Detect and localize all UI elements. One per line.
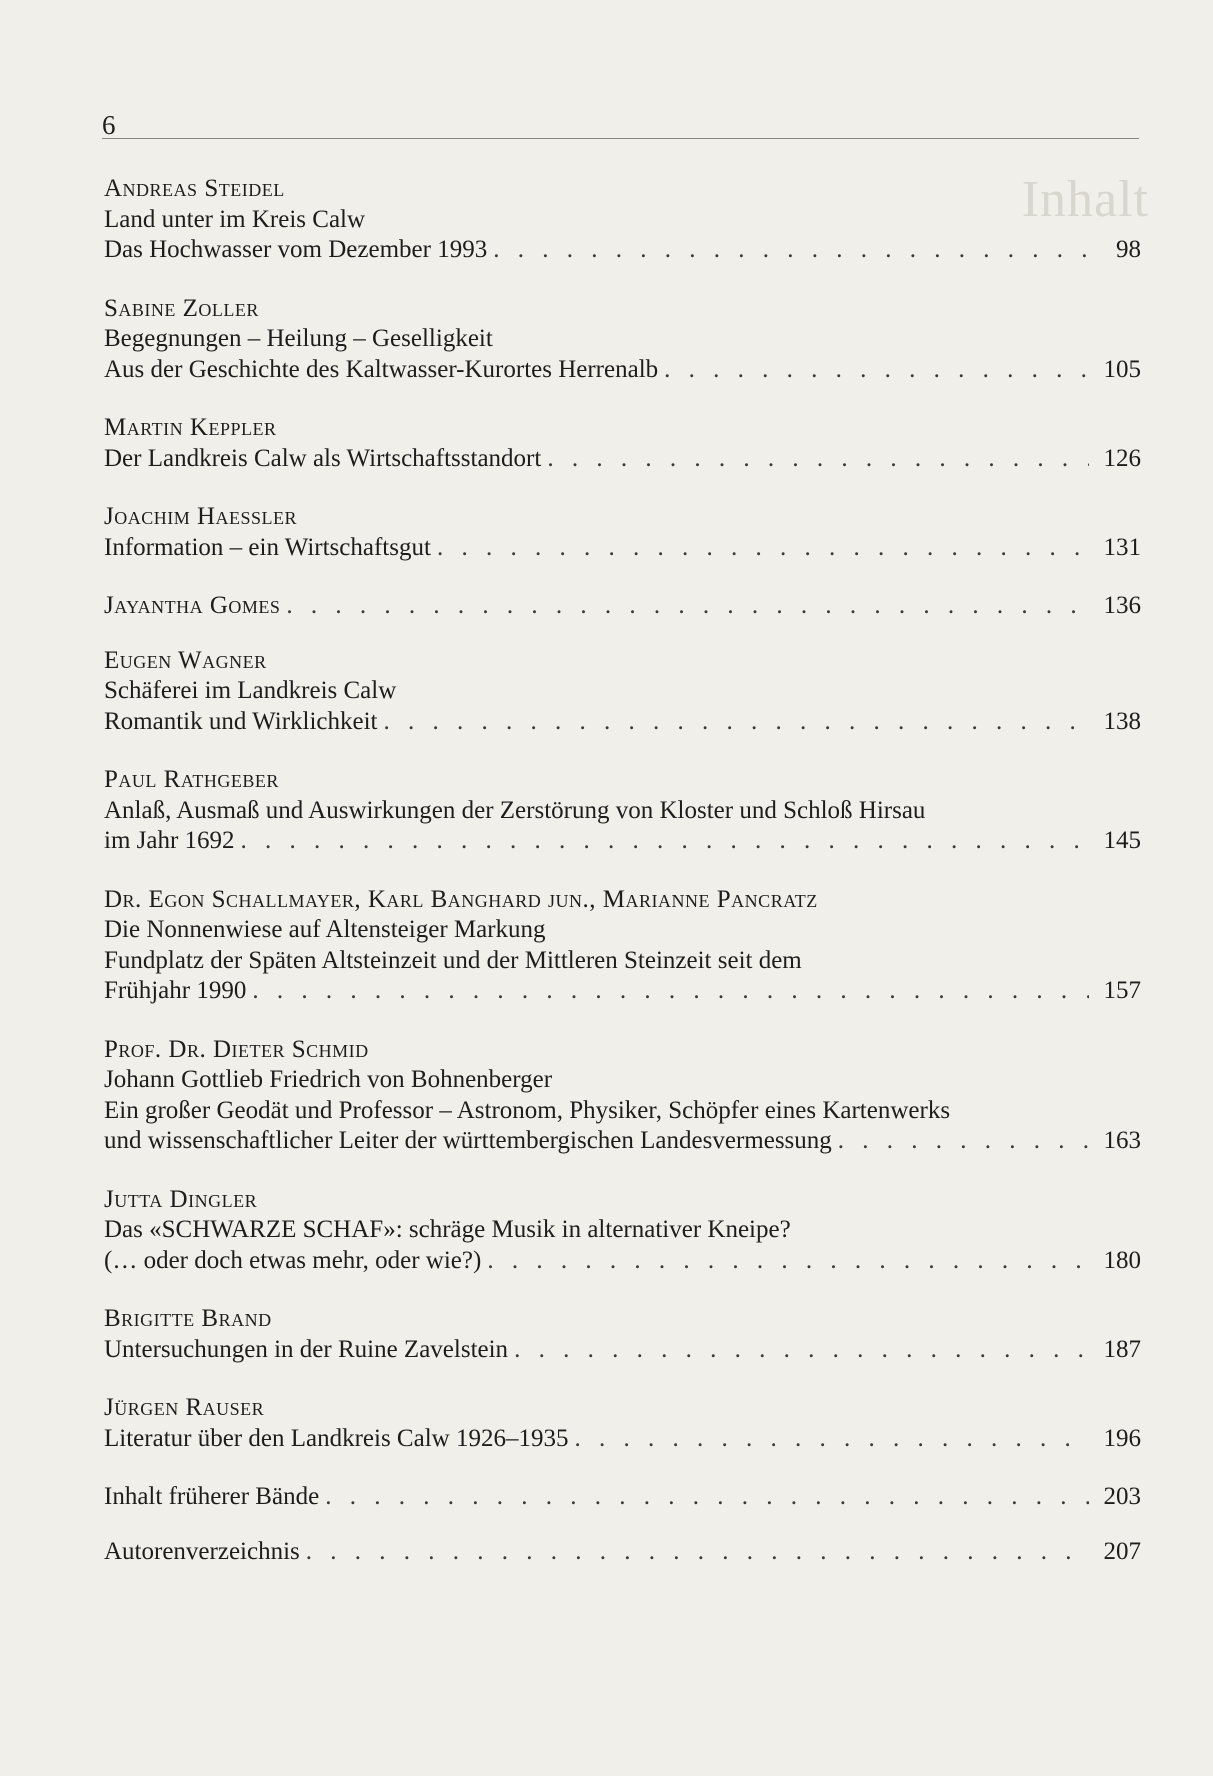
toc-entry-title: Der Landkreis Calw als Wirtschaftsstandort: [104, 444, 542, 472]
toc-entry-title-line: Die Nonnenwiese auf Altensteiger Markung: [104, 916, 546, 943]
dot-leader: [306, 1537, 1089, 1568]
toc-entry: [104, 1537, 1141, 1568]
toc-entry-title: (… oder doch etwas mehr, oder wie?): [104, 1246, 482, 1274]
bleed-through-text: Inhalt: [1021, 171, 1149, 228]
toc-entry-title: Autorenverzeichnis: [104, 1537, 300, 1565]
toc-entry-page-number: 180: [1103, 1246, 1141, 1274]
toc-entry-title-line: Schäferei im Landkreis Calw: [104, 677, 397, 704]
toc-entry-leader-line: [104, 533, 1141, 564]
dot-leader: [838, 1126, 1089, 1157]
toc-entry-author: Martin Keppler: [104, 414, 277, 441]
toc-entry-title: im Jahr 1692: [104, 827, 235, 854]
toc-entry-title-line: Fundplatz der Späten Altsteinzeit und der Mittleren Steinzeit seit dem: [104, 946, 802, 974]
dot-leader: [241, 826, 1089, 857]
toc-entry-title: Das Hochwasser vom Dezember 1993: [104, 236, 488, 263]
toc-entry-leader-line: [104, 1335, 1141, 1366]
dot-leader: [493, 235, 1089, 266]
toc-entry-author: Jutta Dingler: [104, 1185, 258, 1213]
toc-entry-page-number: 157: [1103, 977, 1141, 1004]
toc-entry-author: Andreas Steidel: [104, 175, 285, 202]
toc-entry: [104, 294, 1141, 386]
toc-entry: [104, 765, 1141, 857]
toc-entry-page-number: 126: [1103, 444, 1141, 472]
toc-entry-title-line: Das «SCHWARZE SCHAF»: schräge Musik in alternativer Kneipe?: [104, 1216, 791, 1243]
toc-entry: [104, 885, 1141, 1007]
dot-leader: [547, 444, 1089, 475]
toc-entry-leader-line: [104, 444, 1141, 475]
toc-entry-leader-line: [104, 707, 1141, 738]
toc-entry-leader-line: [104, 1482, 1141, 1513]
toc-entry: [104, 413, 1141, 474]
toc-entry-author: Eugen Wagner: [104, 646, 267, 674]
header-rule: [102, 138, 1139, 139]
toc-entry-page-number: 145: [1103, 827, 1141, 854]
toc-entry-leader-line: [104, 1126, 1141, 1157]
toc-entry-page-number: 203: [1103, 1483, 1141, 1510]
toc-entry-title-line: Land unter im Kreis Calw: [104, 205, 366, 233]
toc-entry-leader-line: [104, 1537, 1141, 1568]
table-of-contents: [104, 174, 1141, 1591]
toc-entry: [104, 1393, 1141, 1454]
toc-entry-title: Untersuchungen in der Ruine Zavelstein: [104, 1335, 509, 1363]
toc-entry-title-line: Johann Gottlieb Friedrich von Bohnenberger: [104, 1066, 553, 1093]
toc-entry-title-line: Anlaß, Ausmaß und Auswirkungen der Zerstörung von Kloster und Schloß Hirsau: [104, 796, 926, 824]
dot-leader: [437, 533, 1089, 564]
toc-entry: [104, 502, 1141, 563]
toc-entry-page-number: 98: [1116, 236, 1141, 263]
toc-entry-page-number: 187: [1103, 1335, 1141, 1363]
toc-entry: [104, 591, 1141, 622]
toc-entry-author: Dr. Egon Schallmayer, Karl Banghard jun., Marianne Pancratz: [104, 885, 818, 913]
toc-entry-leader-line: [104, 591, 1141, 622]
toc-entry-leader-line: [104, 355, 1141, 386]
toc-entry-title: Frühjahr 1990: [104, 977, 247, 1004]
toc-entry-title-line: Ein großer Geodät und Professor – Astronom, Physiker, Schöpfer eines Kartenwerks: [104, 1096, 951, 1124]
toc-entry-title: und wissenschaftlicher Leiter der württembergischen Landesvermessung: [104, 1127, 832, 1154]
toc-entry-title-line: Begegnungen – Heilung – Geselligkeit: [104, 325, 493, 352]
toc-entry-author: Joachim Haessler: [104, 503, 298, 530]
toc-entry-page-number: 138: [1103, 707, 1141, 735]
toc-entry-page-number: 163: [1103, 1127, 1141, 1154]
toc-entry-page-number: 207: [1103, 1537, 1141, 1565]
toc-entry: [104, 1482, 1141, 1513]
toc-entry-leader-line: [104, 826, 1141, 857]
dot-leader: [286, 591, 1089, 622]
toc-entry-page-number: 136: [1103, 592, 1141, 619]
toc-entry-author: Sabine Zoller: [104, 294, 259, 322]
toc-entry-author: Jürgen Rauser: [104, 1394, 265, 1421]
toc-entry-title: Romantik und Wirklichkeit: [104, 707, 378, 735]
toc-entry-title: Literatur über den Landkreis Calw 1926–1935: [104, 1424, 569, 1452]
page-number: 6: [102, 110, 116, 140]
toc-entry-author: Paul Rathgeber: [104, 766, 279, 793]
toc-entry: [104, 174, 1141, 266]
toc-entry-leader-line: [104, 1424, 1141, 1455]
toc-entry-author: Brigitte Brand: [104, 1305, 272, 1332]
toc-entry: [104, 646, 1141, 738]
toc-entry-leader-line: [104, 976, 1141, 1007]
dot-leader: [574, 1424, 1089, 1455]
toc-entry-page-number: 105: [1103, 355, 1141, 383]
toc-entry: [104, 1304, 1141, 1365]
toc-entry-title: Inhalt früherer Bände: [104, 1483, 320, 1510]
toc-entry-title: Jayantha Gomes: [104, 592, 281, 619]
toc-entry-leader-line: [104, 1246, 1141, 1277]
dot-leader: [664, 355, 1089, 386]
toc-entry-page-number: 196: [1103, 1424, 1141, 1452]
dot-leader: [252, 976, 1089, 1007]
toc-entry-title: Aus der Geschichte des Kaltwasser-Kurortes Herrenalb: [104, 355, 659, 383]
dot-leader: [514, 1335, 1089, 1366]
toc-entry: [104, 1035, 1141, 1157]
dot-leader: [487, 1246, 1089, 1277]
dot-leader: [325, 1482, 1089, 1513]
toc-entry-page-number: 131: [1103, 533, 1141, 561]
toc-entry-leader-line: [104, 235, 1141, 266]
toc-entry: [104, 1185, 1141, 1277]
toc-entry-title: Information – ein Wirtschaftsgut: [104, 533, 431, 561]
toc-entry-author: Prof. Dr. Dieter Schmid: [104, 1035, 369, 1063]
dot-leader: [384, 707, 1090, 738]
